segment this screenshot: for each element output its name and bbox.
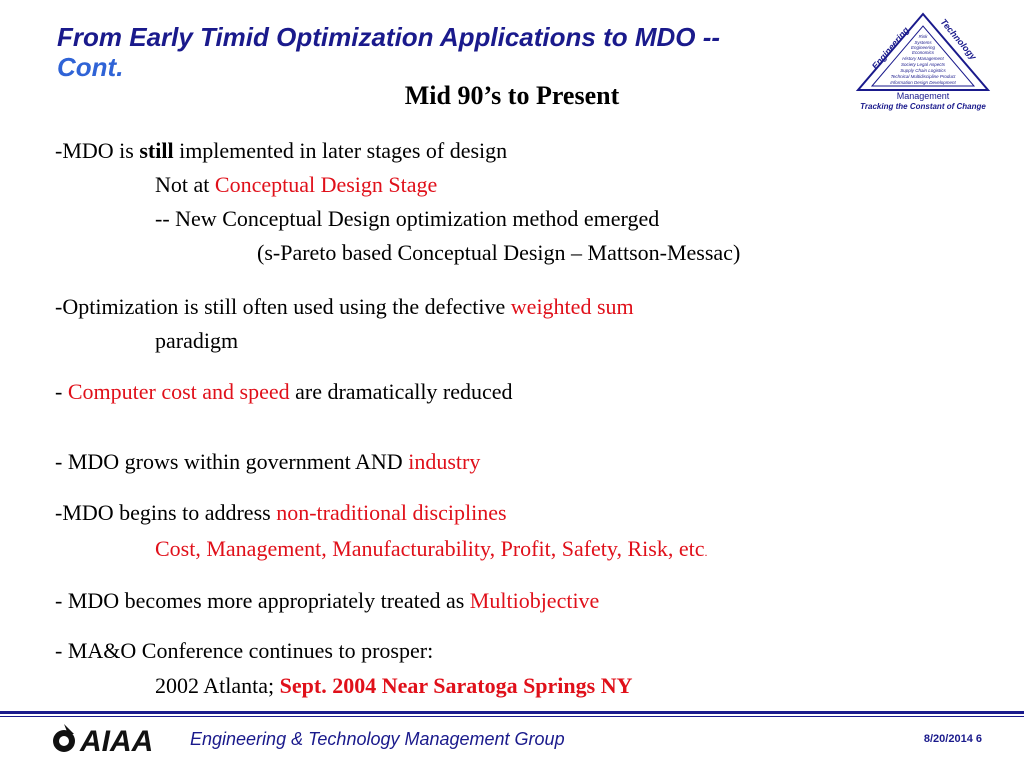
logo-inner-8: Information Design Development bbox=[890, 80, 956, 85]
logo-inner-5: Society Legal Aspects bbox=[900, 62, 946, 67]
logo-inner-3: Economics bbox=[911, 50, 935, 55]
bullet-weighted-sum: -Optimization is still often used using the defective weighted sum bbox=[55, 294, 634, 319]
aiaa-logo-text: AIAA bbox=[80, 725, 154, 758]
slide-title-cont: Cont. bbox=[57, 52, 124, 82]
footer-date-page: 8/20/2014 6 bbox=[923, 733, 982, 745]
slide-title bbox=[57, 22, 877, 82]
aiaa-logo bbox=[50, 720, 190, 758]
footer-rule-thin bbox=[0, 716, 1024, 717]
footer-group-name: Engineering & Technology Management Group bbox=[190, 729, 565, 749]
slide-subtitle: Mid 90’s to Present bbox=[404, 81, 620, 110]
sub-disciplines-list: Cost, Management, Manufacturability, Profit, Safety, Risk, etc. bbox=[155, 536, 708, 561]
bullet-mdo-still: -MDO is still implemented in later stages of design bbox=[55, 138, 508, 163]
bullet-conference: - MA&O Conference continues to prosper: bbox=[55, 638, 434, 663]
logo-inner-2: Engineering bbox=[910, 45, 936, 50]
sub-conference-dates: 2002 Atlanta; Sept. 2004 Near Saratoga Springs NY bbox=[155, 673, 633, 698]
logo-inner-0: Risk bbox=[918, 34, 928, 39]
logo-inner-7: Technical Multidiscipline Product bbox=[890, 74, 956, 79]
sub-s-pareto: (s-Pareto based Conceptual Design – Mattson-Messac) bbox=[257, 240, 741, 265]
footer-rule bbox=[0, 711, 1024, 714]
slide-title-main: From Early Timid Optimization Applications to MDO -- bbox=[57, 22, 721, 52]
logo-base: Management bbox=[896, 91, 950, 101]
logo-tagline: Tracking the Constant of Change bbox=[860, 102, 986, 111]
logo-inner-4: History Management bbox=[902, 56, 944, 61]
bullet-multiobjective: - MDO becomes more appropriately treated as Multiobjective bbox=[55, 588, 600, 613]
sub-paradigm: paradigm bbox=[155, 328, 239, 353]
bullet-non-traditional: -MDO begins to address non-traditional disciplines bbox=[55, 500, 507, 525]
bullet-mdo-grows: - MDO grows within government AND industry bbox=[55, 449, 481, 474]
bullet-computer-cost: - Computer cost and speed are dramatically reduced bbox=[55, 379, 513, 404]
logo-side-right: Technology bbox=[938, 16, 979, 62]
logo-inner-1: Systems bbox=[914, 40, 932, 45]
sub-new-method: -- New Conceptual Design optimization method emerged bbox=[155, 206, 660, 231]
sub-not-conceptual: Not at Conceptual Design Stage bbox=[155, 172, 438, 197]
logo-side-left: Engineering bbox=[869, 25, 911, 72]
etm-triangle-logo bbox=[838, 8, 1008, 116]
logo-inner-6: Supply Chain Logistics bbox=[900, 68, 946, 73]
